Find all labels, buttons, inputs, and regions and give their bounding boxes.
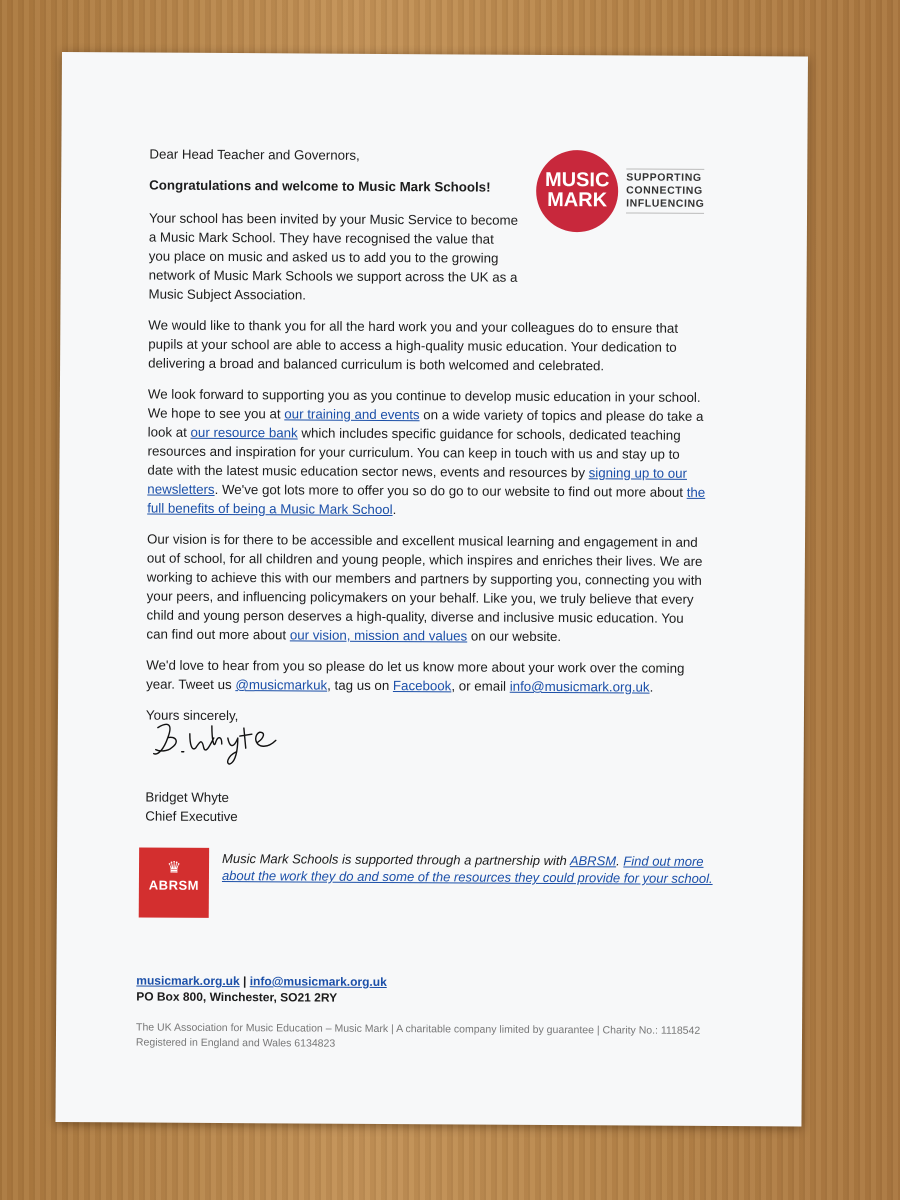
paragraph-5 bbox=[146, 656, 706, 697]
benefits-link[interactable]: the full benefits of being a Music Mark School bbox=[147, 484, 706, 518]
closing: Yours sincerely, bbox=[145, 707, 239, 724]
abrsm-partnership-text bbox=[222, 850, 732, 887]
crown-icon: ♛ bbox=[166, 859, 182, 877]
p5-text-d: . bbox=[649, 679, 654, 695]
p3-text-a: We look forward to supporting you as you continue to develop music education in your school. We hope to see you at bbox=[147, 386, 701, 422]
letter-body bbox=[146, 145, 710, 740]
p4-text-a: Our vision is for there to be accessible and excellent musical learning and engagement in and out of school, for all children and young people, which inspires and enriches their lives. We are working to achieve this with our members and partners by supporting you, connecting you with your peers, and influencing policymakers on your behalf. Like you, we truly believe that every child and young person deserves a high-quality, diverse and inclusive music education. You can find out more about bbox=[146, 531, 703, 643]
paragraph-1: Your school has been invited by your Music Service to become a Music Mark School. They have recognised the value that you place on music and asked us to add you to the growing network of Music Mark Schools we support across the UK as a Music Subject Association. bbox=[148, 210, 519, 303]
footer-links-row bbox=[136, 972, 387, 990]
logo-line2: MARK bbox=[547, 188, 608, 212]
footer-email-link[interactable]: info@musicmark.org.uk bbox=[249, 974, 387, 990]
p5-text-c: , or email bbox=[451, 678, 510, 694]
paragraph-4 bbox=[146, 530, 707, 647]
signature bbox=[146, 708, 296, 769]
signer-title: Chief Executive bbox=[145, 808, 238, 825]
abrsm-more-link[interactable]: Find out more about the work they do and some of the resources they could provide for your school. bbox=[221, 853, 713, 886]
legal-line-2: Registered in England and Wales 6134823 bbox=[135, 1036, 336, 1050]
salutation: Dear Head Teacher and Governors, bbox=[149, 146, 360, 163]
p3-text-b: on a wide variety of topics and please do take a look at bbox=[147, 407, 704, 440]
p3-text-c: which includes specific guidance for schools, dedicated teaching resources and inspiration for your curriculum. You can keep in touch with us and stay up to date with the latest music education sector news, events and resources by bbox=[147, 425, 681, 481]
paragraph-3 bbox=[147, 385, 708, 521]
signer-name: Bridget Whyte bbox=[145, 789, 230, 806]
letter-page bbox=[55, 52, 808, 1127]
email-link[interactable]: info@musicmark.org.uk bbox=[509, 678, 650, 695]
training-events-link[interactable]: our training and events bbox=[284, 406, 420, 423]
p5-text-a: We'd love to hear from you so please do let us know more about your work over the coming year. Tweet us bbox=[146, 657, 685, 693]
p3-text-d: . We've got lots more to offer you so do go to our website to find out more about bbox=[214, 481, 687, 500]
footer-separator: | bbox=[239, 974, 250, 989]
facebook-link[interactable]: Facebook bbox=[392, 678, 452, 694]
website-link[interactable]: musicmark.org.uk bbox=[136, 973, 240, 989]
abrsm-logo-word: ABRSM bbox=[148, 877, 200, 893]
abrsm-text-a: Music Mark Schools is supported through a partnership with bbox=[222, 850, 570, 869]
headline: Congratulations and welcome to Music Mark Schools! bbox=[149, 177, 491, 195]
signer-block bbox=[145, 788, 238, 827]
legal-line-1: The UK Association for Music Education – Music Mark | A charitable company limited by guarantee | Charity No.: 1118542 bbox=[136, 1021, 701, 1037]
logo-tag1: SUPPORTING bbox=[626, 171, 702, 184]
newsletter-link[interactable]: signing up to our newsletters bbox=[147, 465, 688, 497]
twitter-link[interactable]: @musicmarkuk bbox=[235, 677, 328, 693]
paragraph-2: We would like to thank you for all the hard work you and your colleagues do to ensure that pupils at your school are able to access a high-quality music education. Your dedication to delivering a broad and balanced curriculum is both welcomed and celebrated. bbox=[148, 317, 679, 374]
logo-tag2: CONNECTING bbox=[626, 184, 703, 197]
footer-address: PO Box 800, Winchester, SO21 2RY bbox=[136, 989, 338, 1005]
p3-text-e: . bbox=[392, 502, 397, 518]
p4-text-b: on our website. bbox=[467, 628, 562, 645]
resource-bank-link[interactable]: our resource bank bbox=[190, 424, 298, 441]
p5-text-b: , tag us on bbox=[327, 677, 393, 694]
logo-line1: MUSIC bbox=[544, 168, 610, 192]
abrsm-text-b: . bbox=[616, 853, 624, 869]
logo-tag3: INFLUENCING bbox=[626, 197, 705, 210]
legal-notice bbox=[136, 1020, 700, 1053]
abrsm-logo bbox=[139, 847, 209, 917]
abrsm-link[interactable]: ABRSM bbox=[569, 853, 617, 869]
footer-contact bbox=[136, 972, 387, 1006]
vision-link[interactable]: our vision, mission and values bbox=[289, 627, 468, 644]
